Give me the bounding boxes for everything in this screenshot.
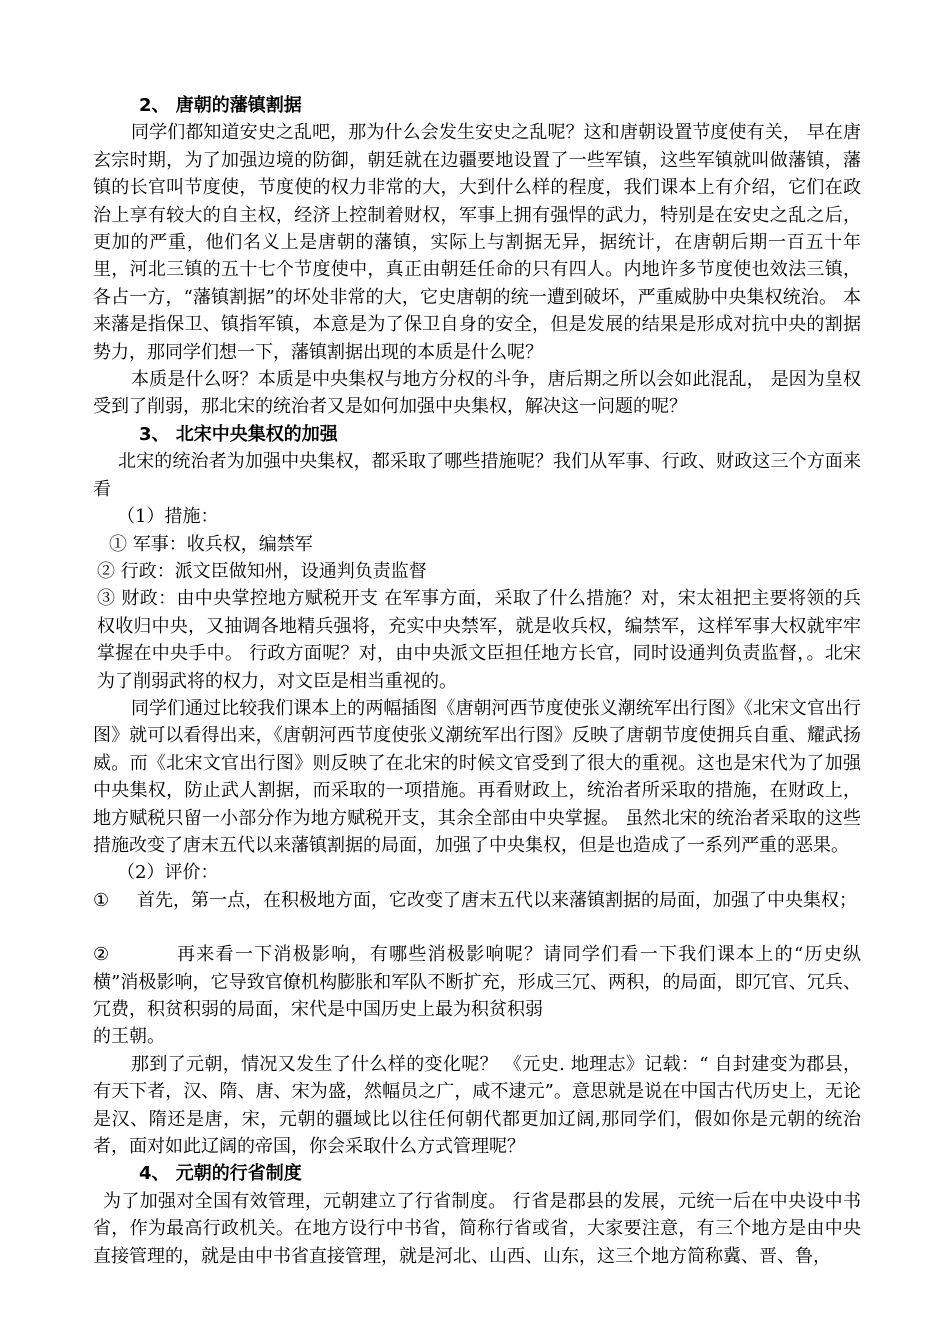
- paragraph-illustrations: 同学们通过比较我们课本上的两幅插图《唐朝河西节度使张义潮统军出行图》《北宋文官出行图》就可以看得出来，《唐朝河西节度使张义潮统军出行图》反映了唐朝节度使拥兵自重、耀武扬威。而《北宋文官出行图》则反映了在北宋的时候文官受到了很大的重视。这也是宋代为了加强中央集权，防止武人割据，而采取的一项措施。再看财政上，统治者所采取的措施，在财政上，地方赋税只留一小部分作为地方赋税开支，其余全部由中央掌握。 虽然北宋的统治者采取的这些措施改变了唐末五代以来藩镇割据的局面，加强了中央集权，但是也造成了一系列严重的恶果。: [93, 697, 861, 856]
- paragraph-yuan-territory: 那到了元朝，情况又发生了什么样的变化呢？ 《元史. 地理志》记载：“ 自封建变为郡县，有天下者，汉、隋、唐、宋为盛，然幅员之广，咸不逮元”。意思就是说在中国古代历史上，无论是汉、隋还是唐，宋，元朝的疆域比以往任何朝代都更加辽阔,那同学们，假如你是元朝的统治者，面对如此辽阔的帝国，你会采取什么方式管理呢？: [93, 1053, 861, 1158]
- evaluation-negative-tail: 的王朝。: [93, 1026, 165, 1048]
- evaluation-positive-number: ①: [93, 889, 110, 911]
- section-heading-tang-fanzhen: 2、 唐朝的藩镇割据: [139, 95, 302, 116]
- blank-line: [93, 914, 861, 941]
- evaluation-positive-text: 首先，第一点，在积极地方面，它改变了唐末五代以来藩镇割据的局面，加强了中央集权；: [137, 889, 857, 911]
- section-heading-yuan-provinces: 4、 元朝的行省制度: [139, 1163, 302, 1185]
- evaluation-positive: [93, 887, 861, 914]
- document-page: [93, 92, 861, 1270]
- evaluation-negative-text-first: 再来看一下消极影响，有哪些消极影响呢？请同学们看一下我们课本上的“历史纵横”消极影响，它导致官僚机构膨胀和军队不断扩充，形成三冗、两积，的局面，即冗官、冗兵、冗费，积贫积弱的局面，宋代是中国历史上最为积贫积弱: [93, 944, 861, 1020]
- evaluation-negative: [93, 941, 861, 1023]
- paragraph-yuan-province-system: 为了加强对全国有效管理，元朝建立了行省制度。 行省是郡县的发展，元统一后在中央设中书省，作为最高行政机关。在地方设行中书省，简称行省或省，大家要注意，有三个地方是由中央直接管理的，就是由中书省直接管理，就是河北、山西、山东，这三个地方简称冀、晋、鲁，: [93, 1190, 861, 1267]
- paragraph-song-measures-intro: 北宋的统治者为加强中央集权，都采取了哪些措施呢？我们从军事、行政、财政这三个方面来看: [93, 451, 861, 500]
- paragraph-essence: 本质是什么呀？本质是中央集权与地方分权的斗争，唐后期之所以会如此混乱， 是因为皇权受到了削弱，那北宋的统治者又是如何加强中央集权，解决这一问题的呢？: [93, 369, 861, 418]
- measures-label: （1）措施：: [117, 506, 219, 528]
- measure-administration: ② 行政：派文臣做知州，设通判负责监督: [97, 560, 427, 582]
- section-heading-northern-song: 3、 北宋中央集权的加强: [139, 423, 338, 445]
- measure-military: ① 军事：收兵权，编禁军: [109, 533, 313, 555]
- measure-finance: ③ 财政：由中央掌控地方赋税开支 在军事方面，采取了什么措施？对，宋太祖把主要将领的兵权收归中央，又抽调各地精兵强将，充实中央禁军，就是收兵权，编禁军，这样军事大权就牢牢掌握在中央手中。 行政方面呢？对，由中央派文臣担任地方长官，同时设通判负责监督，。北宋为了削弱武将的权力，对文臣是相当重视的。: [97, 588, 861, 692]
- evaluation-label: （2）评价：: [117, 862, 219, 884]
- evaluation-negative-number: ②: [93, 944, 110, 966]
- paragraph-anshi-rebellion: 同学们都知道安史之乱吧，那为什么会发生安史之乱呢？这和唐朝设置节度使有关， 早在唐玄宗时期，为了加强边境的防御，朝廷就在边疆要地设置了一些军镇，这些军镇就叫做藩镇，藩镇的长官叫节度使，节度使的权力非常的大，大到什么样的程度，我们课本上有介绍，它们在政治上享有较大的自主权，经济上控制着财权，军事上拥有强悍的武力，特别是在安史之乱之后，更加的严重，他们名义上是唐朝的藩镇，实际上与割据无异，据统计，在唐朝后期一百五十年里，河北三镇的五十七个节度使中，真正由朝廷任命的只有四人。内地许多节度使也效法三镇，各占一方，“藩镇割据”的坏处非常的大，它史唐朝的统一遭到破坏，严重威胁中央集权统治。 本来藩是指保卫、镇指军镇，本意是为了保卫自身的安全，但是发展的结果是形成对抗中央的割据势力，那同学们想一下，藩镇割据出现的本质是什么呢？: [93, 122, 861, 363]
